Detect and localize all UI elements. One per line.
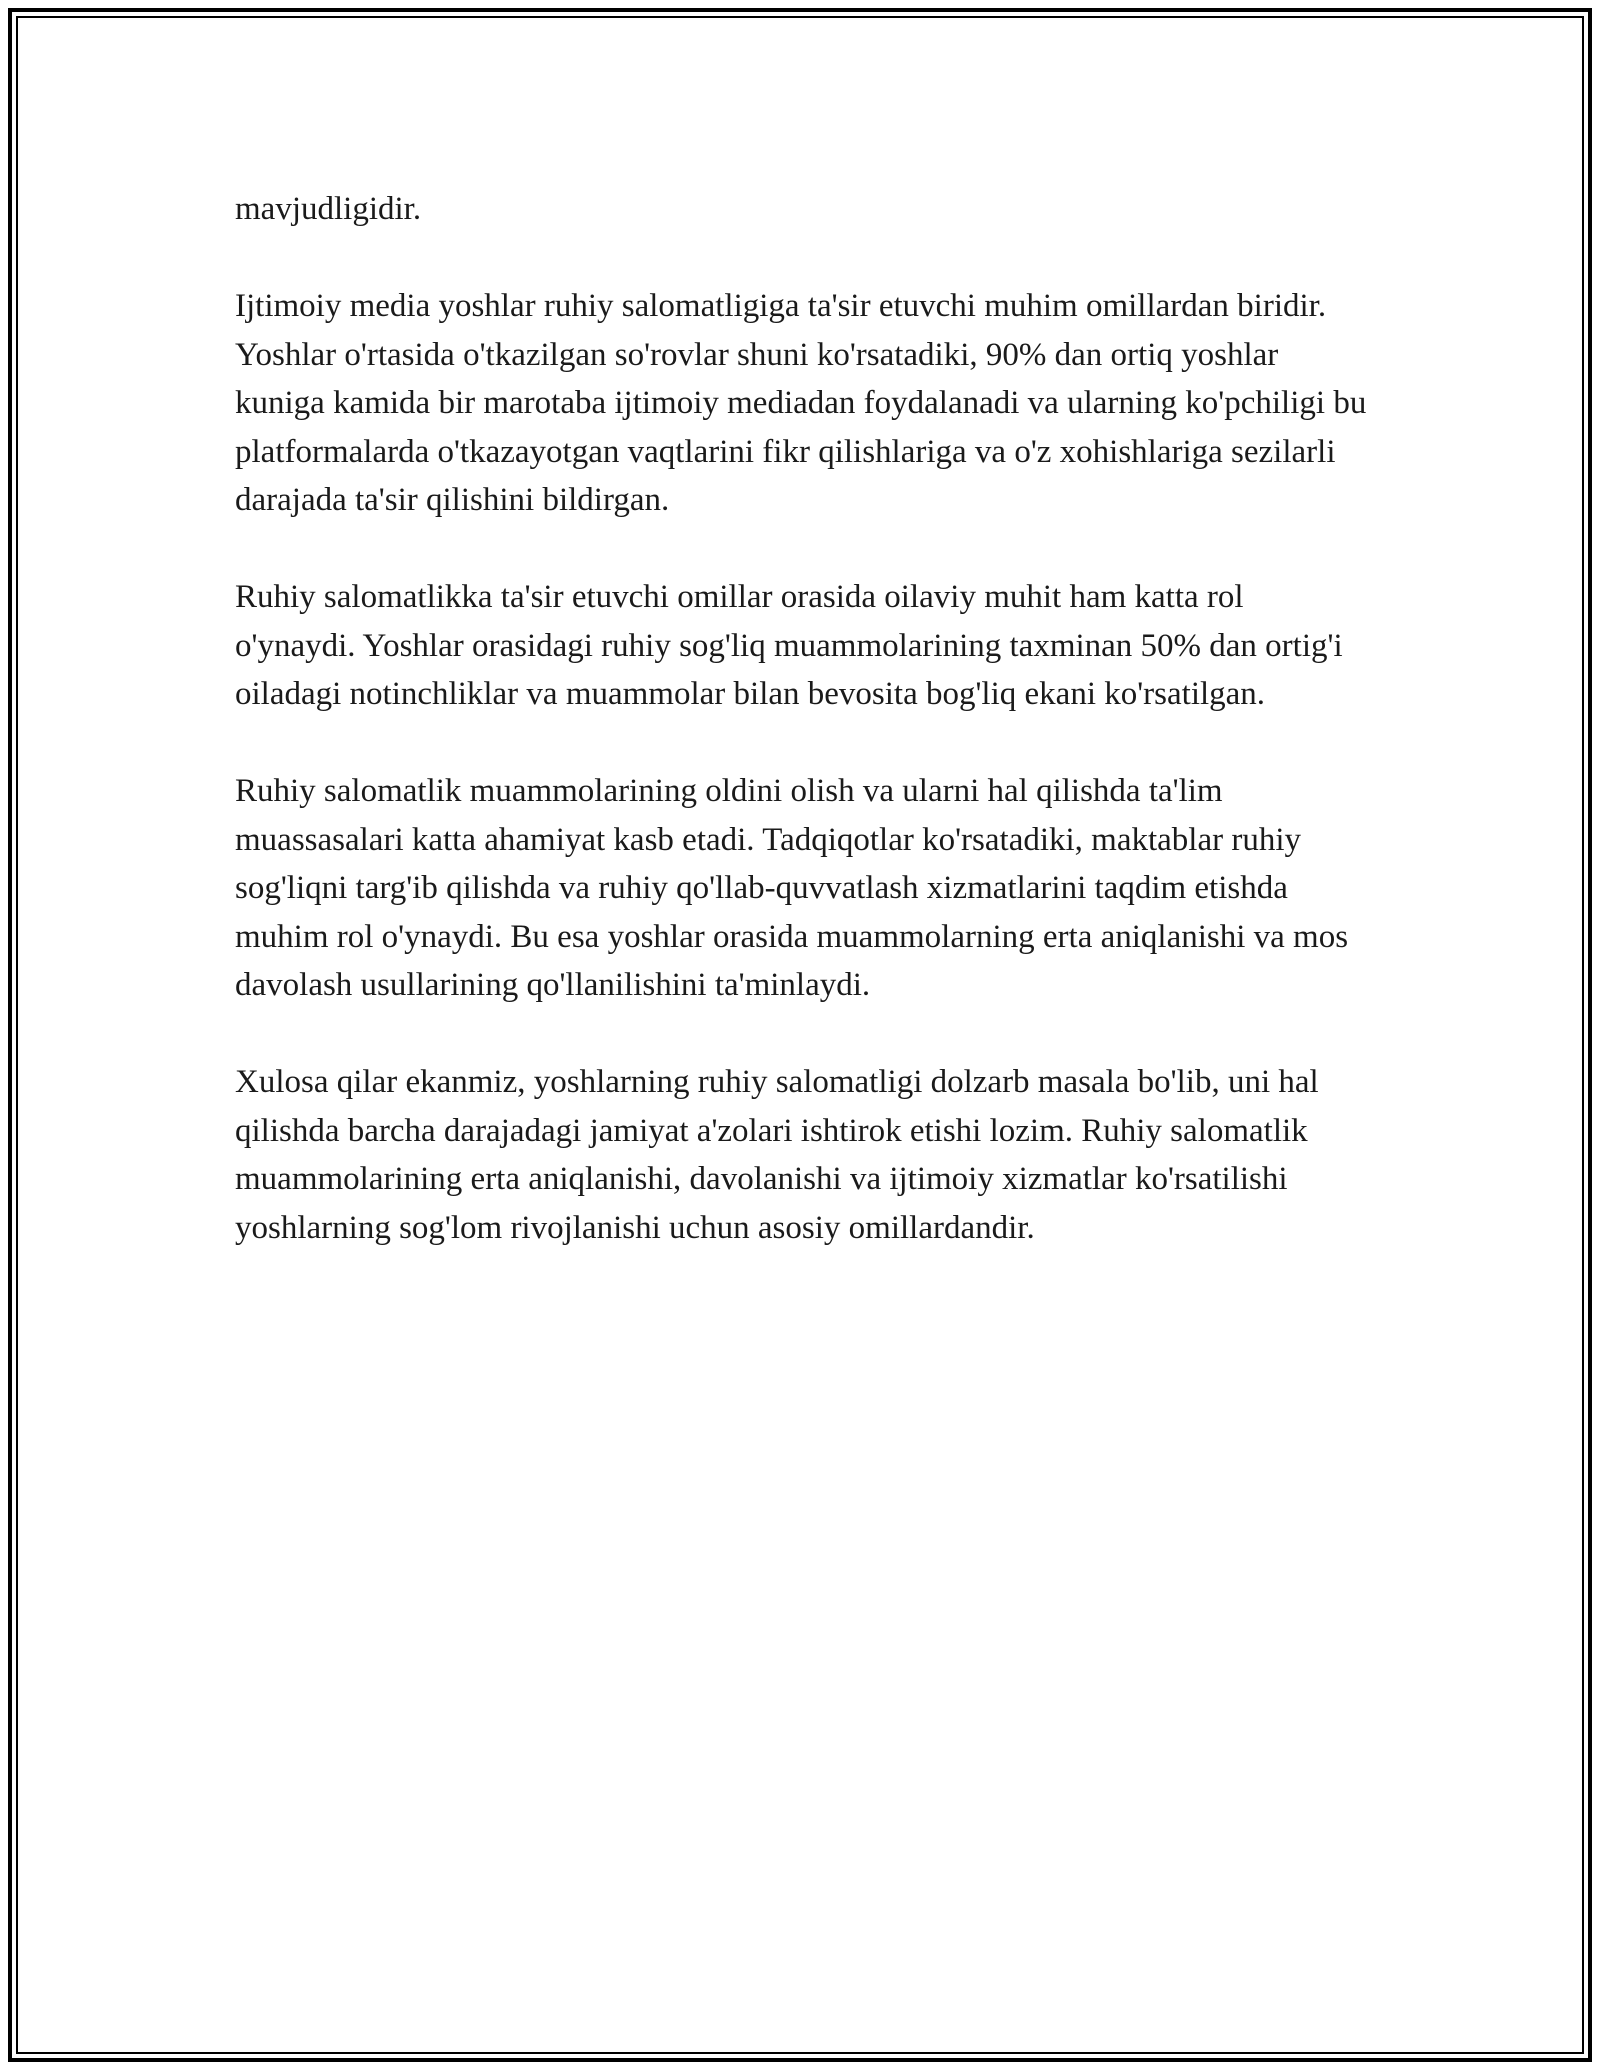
paragraph-education-institutions: Ruhiy salomatlik muammolarining oldini olish va ularni hal qilishda ta'lim muassasalari katta ahamiyat kasb etadi. Tadqiqotlar ko'rsatadiki, maktablar ruhiy sog'liqni targ'ib qilishda va ruhiy qo'llab-quvvatlash xizmatlarini taqdim etishda muhim rol o'ynaydi. Bu esa yoshlar orasida muammolarning erta aniqlanishi va mos davolash usullarining qo'llanilishini ta'minlaydi. (235, 773, 1349, 1003)
document-body (235, 185, 1370, 1301)
paragraph-continuation: mavjudligidir. (235, 191, 422, 227)
paragraph-family-environment: Ruhiy salomatlikka ta'sir etuvchi omillar orasida oilaviy muhit ham katta rol o'ynaydi. Yoshlar orasidagi ruhiy sog'liq muammolarining taxminan 50% dan ortig'i oiladagi notinchliklar va muammolar bilan bevosita bog'liq ekani ko'rsatilgan. (235, 579, 1343, 712)
paragraph-conclusion: Xulosa qilar ekanmiz, yoshlarning ruhiy salomatligi dolzarb masala bo'lib, uni hal qilishda barcha darajadagi jamiyat a'zolari ishtirok etishi lozim. Ruhiy salomatlik muammolarining erta aniqlanishi, davolanishi va ijtimoiy xizmatlar ko'rsatilishi yoshlarning sog'lom rivojlanishi uchun asosiy omillardandir. (235, 1064, 1319, 1246)
paragraph-social-media: Ijtimoiy media yoshlar ruhiy salomatligiga ta'sir etuvchi muhim omillardan biridir. Yoshlar o'rtasida o'tkazilgan so'rovlar shuni ko'rsatadiki, 90% dan ortiq yoshlar kuniga kamida bir marotaba ijtimoiy mediadan foydalanadi va ularning ko'pchiligi bu platformalarda o'tkazayotgan vaqtlarini fikr qilishlariga va o'z xohishlariga sezilarli darajada ta'sir qilishini bildirgan. (235, 288, 1367, 518)
